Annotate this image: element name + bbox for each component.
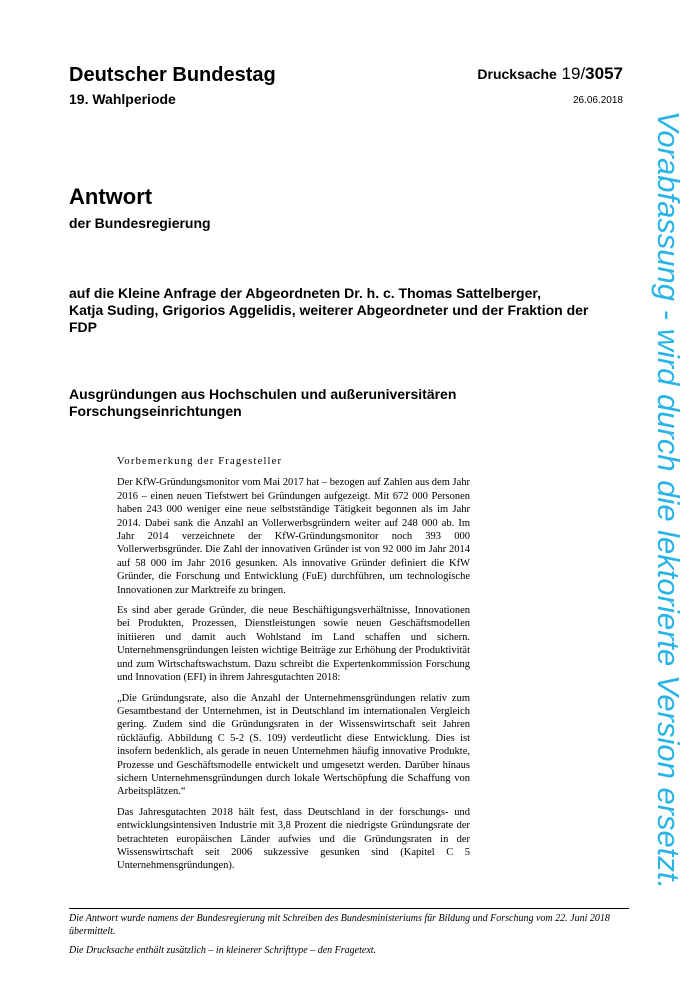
quote-paragraph: „Die Gründungsrate, also die Anzahl der Unternehmensgründungen relativ zum Gesamtbestand der Unternehmen, ist in Deutschland im internationalen Vergleich gering. Zudem sind die Gründungsraten in der Wissenswirtschaft seit Jahren rückläufig. Abbildung C 5-2 (S. 109) verdeutlicht diese Entwicklung. Dies ist insofern bedenklich, als gerade in neuen Unternehmen häufig innovative Produkte, Prozesse und Geschäftsmodelle entwickelt und umgesetzt werden. Darüber hinaus sichern Unternehmensgründungen durch lokale Wertschöpfung die Schaffung von Arbeitsplätzen.“	[117, 692, 470, 798]
topic-line: Forschungseinrichtungen	[69, 403, 242, 419]
topic-line: Ausgründungen aus Hochschulen und außeruniversitären	[69, 386, 457, 402]
drucksache-num-part2: 3057	[585, 64, 623, 83]
footer-note: Die Antwort wurde namens der Bundesregierung mit Schreiben des Bundesministeriums für Bildung und Forschung vom 22. Juni 2018 übermittelt.	[69, 913, 610, 937]
paragraph: Das Jahresgutachten 2018 hält fest, dass Deutschland in der forschungs- und entwicklungsintensiven Industrie mit 3,8 Prozent die niedrigste Gründungsrate der betrachteten europäischen Länder aufwies und die Gründungsraten in der Wissenswirtschaft seit 2006 sukzessive gesunken sind (Kapitel C 5 Unternehmensgründungen).	[117, 806, 470, 872]
topic-title	[69, 386, 629, 420]
footer-note: Die Drucksache enthält zusätzlich – in kleinerer Schrifttype – den Fragetext.	[69, 945, 377, 956]
paragraph: Der KfW-Gründungsmonitor vom Mai 2017 hat – bezogen auf Zahlen aus dem Jahr 2016 – einen neuen Tiefstwert bei Gründungen aufgezeigt. Mit 672 000 Personen haben 243 000 weniger eine neue selbstständige Tätigkeit begonnen als im Jahr 2014. Dabei sank die Anzahl an Vollerwerbsgründern weiter auf 248 000 ab. Im Jahr 2014 verzeichnete der KfW-Gründungsmonitor noch 393 000 Vollerwerbsgründer. Die Zahl der innovativen Gründer ist von 92 000 im Jahr 2014 auf 58 000 im Jahr 2016 gesunken. Als innovative Gründer definiert die KfW Gründer, die Forschung und Entwicklung (FuE) durchführen, um technologische Innovationen zur Marktreife zu bringen.	[117, 477, 470, 596]
footer-divider	[69, 908, 629, 909]
draft-watermark: Vorabfassung - wird durch die lektorierte Version ersetzt.	[651, 110, 686, 890]
document-date: 26.06.2018	[572, 95, 623, 106]
legislative-period: 19. Wahlperiode	[69, 91, 176, 107]
section-heading: Vorbemerkung der Fragesteller	[117, 456, 283, 467]
institution-name: Deutscher Bundestag	[69, 64, 276, 86]
request-line: auf die Kleine Anfrage der Abgeordneten Dr. h. c. Thomas Sattelberger,	[69, 285, 541, 301]
document-subtitle: der Bundesregierung	[69, 215, 211, 231]
drucksache-num-part1: 19/	[561, 64, 586, 83]
paragraph: Es sind aber gerade Gründer, die neue Beschäftigungsverhältnisse, Innovationen bei Produkten, Prozessen, Dienstleistungen sowie neuen Geschäftsmodellen initiieren und damit auch Wohlstand im Land schaffen und sichern. Unternehmensgründungen leisten wichtige Beiträge zur Erhöhung der Produktivität und zum Wirtschaftswachstum. Dazu schreibt die Expertenkommission Forschung und Innovation (EFI) in ihrem Jahresgutachten 2018:	[117, 605, 470, 684]
document-title: Antwort	[69, 184, 153, 209]
request-description	[69, 285, 629, 336]
preliminary-remarks	[117, 455, 470, 880]
request-line: Katja Suding, Grigorios Aggelidis, weiterer Abgeordneter und der Fraktion der	[69, 302, 589, 318]
drucksache-number	[477, 64, 623, 84]
drucksache-label: Drucksache	[477, 66, 557, 82]
request-line: FDP	[69, 319, 97, 335]
